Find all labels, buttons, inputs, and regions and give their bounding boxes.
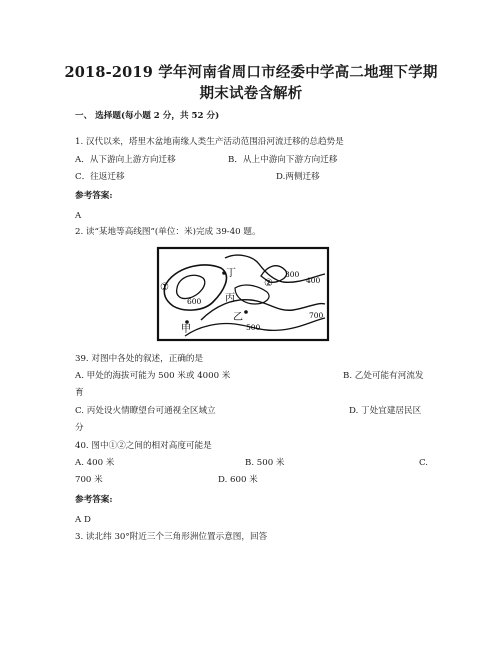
q3-stem: 3. 读北纬 30°附近三个三角形洲位置示意图，回答: [75, 532, 268, 542]
answer-2: A D: [75, 515, 91, 525]
doc-title-line2: 期末试卷含解析: [199, 85, 303, 102]
q40-option-b: B. 500 米: [245, 458, 285, 468]
q40-option-d: D. 600 米: [218, 475, 258, 485]
q40-option-c: C.: [419, 458, 429, 468]
label-jia: 甲: [181, 324, 191, 335]
label-700: 700: [309, 311, 324, 320]
q40-option-c-cont: 700 米: [75, 475, 103, 485]
q39-option-c: C. 丙处设火情瞭望台可通视全区域立: [75, 406, 216, 416]
q1-option-c: C．往返迁移: [75, 172, 125, 182]
q39-option-b-cont: 育: [75, 388, 84, 398]
q39-stem: 39. 对图中各处的叙述，正确的是: [75, 354, 204, 364]
q2-stem: 2. 读“某地等高线图”(单位：米)完成 39-40 题。: [75, 227, 261, 237]
label-bing: 丙: [225, 293, 235, 304]
q39-option-d: D. 丁处宜建居民区: [349, 406, 422, 416]
q1-option-a: A．从下游向上游方向迁移: [75, 155, 176, 165]
point-yi: [244, 310, 248, 314]
label-600: 600: [187, 297, 202, 306]
contour-map: [155, 246, 331, 342]
q1-stem: 1. 汉代以来，塔里木盆地南缘人类生产活动范围沿河流迁移的总趋势是: [75, 137, 344, 147]
label-circle-1: ①: [160, 282, 169, 293]
answer-label: 参考答案:: [75, 191, 113, 201]
label-500: 500: [246, 323, 261, 332]
q39-option-d-cont: 分: [75, 423, 84, 433]
answer-label-2: 参考答案:: [75, 495, 113, 505]
q40-stem: 40. 图中①②之间的相对高度可能是: [75, 441, 212, 451]
q1-option-d: D.两侧迁移: [276, 172, 320, 182]
doc-title-line1: 2018-2019 学年河南省周口市经委中学高二地理下学期: [64, 64, 438, 81]
q1-option-b: B．从上中游向下游方向迁移: [228, 155, 338, 165]
label-yi: 乙: [233, 312, 243, 323]
q39-option-a: A. 甲处的海拔可能为 500 米或 4000 米: [75, 371, 231, 381]
label-ding: 丁: [226, 268, 236, 279]
q40-option-a: A. 400 米: [75, 458, 115, 468]
label-circle-2: ②: [264, 278, 273, 289]
section-heading: 一、 选择题(每小题 2 分，共 52 分): [75, 111, 220, 121]
label-400: 400: [306, 276, 321, 285]
label-300: 300: [285, 270, 300, 279]
answer-1: A: [75, 211, 82, 221]
q39-option-b: B. 乙处可能有河流发: [343, 371, 424, 381]
